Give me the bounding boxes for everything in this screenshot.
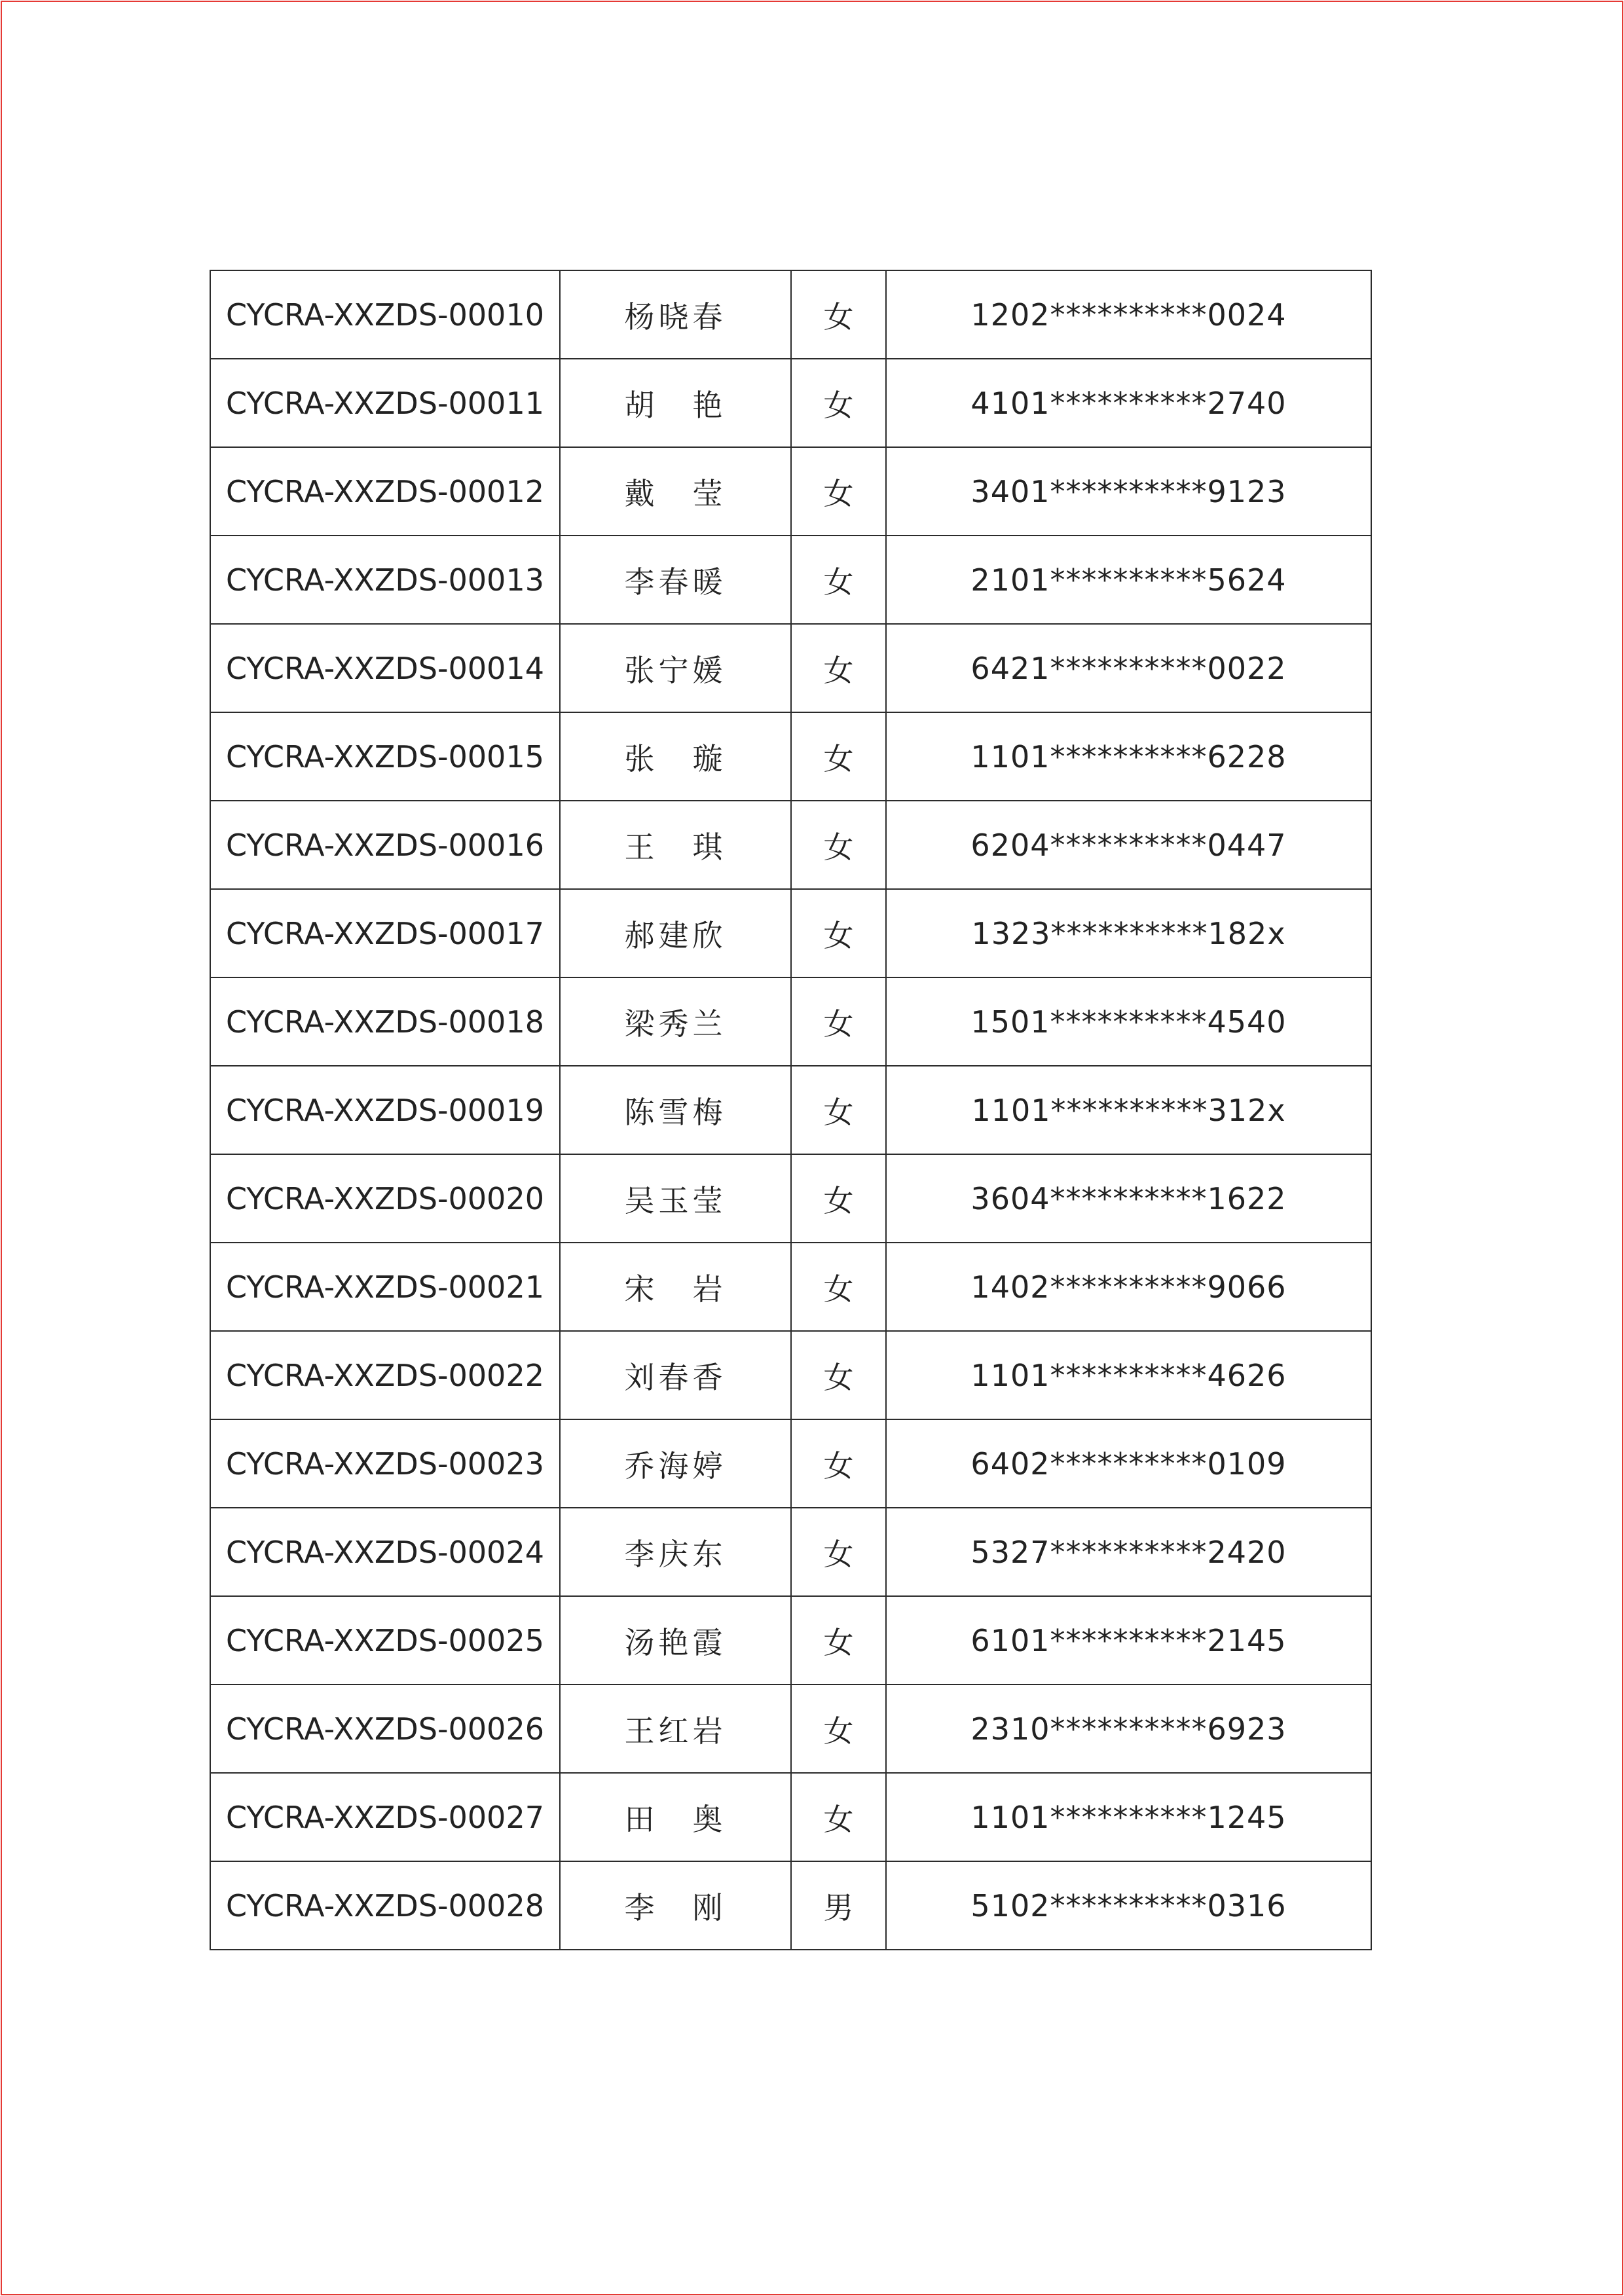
name-cell: 李庆东 xyxy=(560,1508,791,1596)
id-number-cell: 1101**********312x xyxy=(886,1066,1371,1154)
registration-code-cell: CYCRA-XXZDS-00028 xyxy=(210,1861,560,1950)
name-cell: 李春暖 xyxy=(560,536,791,624)
gender-cell: 女 xyxy=(791,1508,886,1596)
gender-cell: 女 xyxy=(791,359,886,447)
registration-code-cell: CYCRA-XXZDS-00013 xyxy=(210,536,560,624)
table-row xyxy=(210,1861,1371,1950)
registration-code-cell: CYCRA-XXZDS-00012 xyxy=(210,447,560,536)
name-cell: 杨晓春 xyxy=(560,270,791,359)
registration-code-cell: CYCRA-XXZDS-00025 xyxy=(210,1596,560,1685)
id-number-cell: 1501**********4540 xyxy=(886,977,1371,1066)
name-cell: 王红岩 xyxy=(560,1685,791,1773)
name-cell: 张宁媛 xyxy=(560,624,791,712)
id-number-cell: 1101**********6228 xyxy=(886,712,1371,801)
table-row xyxy=(210,977,1371,1066)
registration-code-cell: CYCRA-XXZDS-00022 xyxy=(210,1331,560,1419)
table-row xyxy=(210,1596,1371,1685)
gender-cell: 女 xyxy=(791,801,886,889)
table-row xyxy=(210,1508,1371,1596)
id-number-cell: 1202**********0024 xyxy=(886,270,1371,359)
name-cell: 张 璇 xyxy=(560,712,791,801)
table-row xyxy=(210,889,1371,977)
table-row xyxy=(210,536,1371,624)
registration-code-cell: CYCRA-XXZDS-00016 xyxy=(210,801,560,889)
name-cell: 胡 艳 xyxy=(560,359,791,447)
registration-code-cell: CYCRA-XXZDS-00019 xyxy=(210,1066,560,1154)
registration-code-cell: CYCRA-XXZDS-00024 xyxy=(210,1508,560,1596)
table-row xyxy=(210,1773,1371,1861)
id-number-cell: 6204**********0447 xyxy=(886,801,1371,889)
gender-cell: 女 xyxy=(791,889,886,977)
gender-cell: 女 xyxy=(791,624,886,712)
table-row xyxy=(210,712,1371,801)
name-cell: 李 刚 xyxy=(560,1861,791,1950)
registration-code-cell: CYCRA-XXZDS-00018 xyxy=(210,977,560,1066)
table-row xyxy=(210,1154,1371,1243)
id-number-cell: 1101**********1245 xyxy=(886,1773,1371,1861)
table-row xyxy=(210,1066,1371,1154)
name-cell: 宋 岩 xyxy=(560,1243,791,1331)
gender-cell: 女 xyxy=(791,1243,886,1331)
gender-cell: 男 xyxy=(791,1861,886,1950)
table-row xyxy=(210,801,1371,889)
name-cell: 梁秀兰 xyxy=(560,977,791,1066)
registration-code-cell: CYCRA-XXZDS-00010 xyxy=(210,270,560,359)
name-cell: 戴 莹 xyxy=(560,447,791,536)
registration-code-cell: CYCRA-XXZDS-00014 xyxy=(210,624,560,712)
table-row xyxy=(210,359,1371,447)
gender-cell: 女 xyxy=(791,1685,886,1773)
registration-code-cell: CYCRA-XXZDS-00026 xyxy=(210,1685,560,1773)
id-number-cell: 4101**********2740 xyxy=(886,359,1371,447)
name-cell: 汤艳霞 xyxy=(560,1596,791,1685)
id-number-cell: 1323**********182x xyxy=(886,889,1371,977)
id-number-cell: 5327**********2420 xyxy=(886,1508,1371,1596)
table-row xyxy=(210,1685,1371,1773)
id-number-cell: 2310**********6923 xyxy=(886,1685,1371,1773)
table-row xyxy=(210,447,1371,536)
id-number-cell: 3604**********1622 xyxy=(886,1154,1371,1243)
gender-cell: 女 xyxy=(791,712,886,801)
id-number-cell: 5102**********0316 xyxy=(886,1861,1371,1950)
gender-cell: 女 xyxy=(791,536,886,624)
id-number-cell: 2101**********5624 xyxy=(886,536,1371,624)
table-row xyxy=(210,1331,1371,1419)
name-cell: 王 琪 xyxy=(560,801,791,889)
id-number-cell: 1402**********9066 xyxy=(886,1243,1371,1331)
roster-body xyxy=(210,270,1371,1950)
id-number-cell: 1101**********4626 xyxy=(886,1331,1371,1419)
name-cell: 田 奥 xyxy=(560,1773,791,1861)
gender-cell: 女 xyxy=(791,270,886,359)
registration-code-cell: CYCRA-XXZDS-00023 xyxy=(210,1419,560,1508)
table-row xyxy=(210,624,1371,712)
name-cell: 乔海婷 xyxy=(560,1419,791,1508)
gender-cell: 女 xyxy=(791,1596,886,1685)
registration-code-cell: CYCRA-XXZDS-00011 xyxy=(210,359,560,447)
table-row xyxy=(210,270,1371,359)
name-cell: 吴玉莹 xyxy=(560,1154,791,1243)
name-cell: 陈雪梅 xyxy=(560,1066,791,1154)
id-number-cell: 3401**********9123 xyxy=(886,447,1371,536)
gender-cell: 女 xyxy=(791,1066,886,1154)
table-row xyxy=(210,1419,1371,1508)
roster-table xyxy=(210,270,1372,1950)
gender-cell: 女 xyxy=(791,1773,886,1861)
gender-cell: 女 xyxy=(791,447,886,536)
registration-code-cell: CYCRA-XXZDS-00020 xyxy=(210,1154,560,1243)
gender-cell: 女 xyxy=(791,977,886,1066)
id-number-cell: 6402**********0109 xyxy=(886,1419,1371,1508)
id-number-cell: 6101**********2145 xyxy=(886,1596,1371,1685)
registration-code-cell: CYCRA-XXZDS-00015 xyxy=(210,712,560,801)
registration-code-cell: CYCRA-XXZDS-00027 xyxy=(210,1773,560,1861)
id-number-cell: 6421**********0022 xyxy=(886,624,1371,712)
gender-cell: 女 xyxy=(791,1154,886,1243)
registration-code-cell: CYCRA-XXZDS-00017 xyxy=(210,889,560,977)
gender-cell: 女 xyxy=(791,1419,886,1508)
table-row xyxy=(210,1243,1371,1331)
gender-cell: 女 xyxy=(791,1331,886,1419)
name-cell: 刘春香 xyxy=(560,1331,791,1419)
registration-code-cell: CYCRA-XXZDS-00021 xyxy=(210,1243,560,1331)
name-cell: 郝建欣 xyxy=(560,889,791,977)
